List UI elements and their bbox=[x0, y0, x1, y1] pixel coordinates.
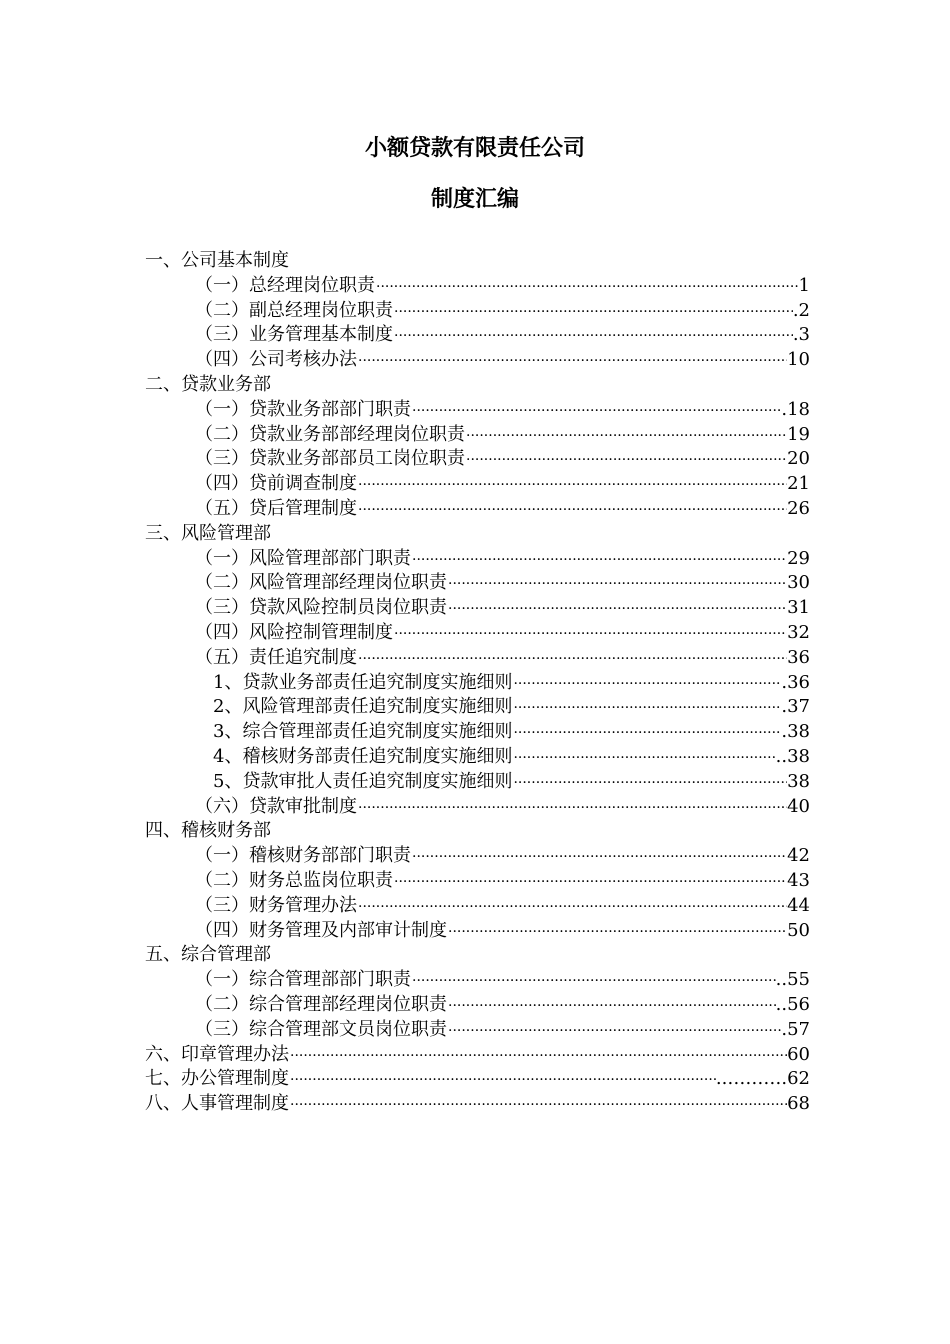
toc-entry-label: （三）业务管理基本制度 bbox=[195, 324, 393, 346]
toc-entry[interactable] bbox=[145, 497, 810, 522]
toc-entry-label: （三）贷款业务部部员工岗位职责 bbox=[195, 448, 465, 470]
toc-entry[interactable] bbox=[145, 844, 810, 869]
toc-page-number: .37 bbox=[781, 696, 810, 718]
toc-entry-label: （二）综合管理部经理岗位职责 bbox=[195, 993, 447, 1015]
toc-page-number: .2 bbox=[792, 299, 810, 321]
toc-dot-leader bbox=[357, 498, 787, 523]
toc-entry[interactable] bbox=[145, 423, 810, 448]
toc-dot-leader bbox=[357, 796, 787, 821]
toc-page-number: 26 bbox=[787, 497, 810, 519]
toc-page-number: 1 bbox=[798, 274, 810, 296]
toc-entry-label: 1、贷款业务部责任追究制度实施细则 bbox=[213, 671, 513, 693]
toc-section-heading[interactable] bbox=[145, 373, 810, 398]
table-of-contents bbox=[145, 249, 810, 1117]
toc-entry-label: （一）综合管理部部门职责 bbox=[195, 969, 411, 991]
toc-dot-leader bbox=[447, 597, 787, 622]
toc-dot-leader bbox=[447, 994, 776, 1019]
toc-section-heading[interactable] bbox=[145, 943, 810, 968]
toc-page-number: .57 bbox=[781, 1018, 810, 1040]
toc-dot-leader bbox=[512, 696, 781, 721]
toc-page-number: 10 bbox=[787, 349, 810, 371]
toc-entry-label: （四）财务管理及内部审计制度 bbox=[195, 919, 447, 941]
toc-dot-leader bbox=[393, 622, 787, 647]
toc-page-number: 40 bbox=[787, 795, 810, 817]
toc-entry[interactable] bbox=[145, 646, 810, 671]
toc-page-number: 36 bbox=[787, 646, 810, 668]
toc-dot-leader bbox=[375, 275, 799, 300]
toc-section-heading[interactable] bbox=[145, 1043, 810, 1068]
toc-page-number: .36 bbox=[781, 671, 810, 693]
toc-entry[interactable] bbox=[145, 274, 810, 299]
toc-entry[interactable] bbox=[145, 993, 810, 1018]
toc-entry-label: （六）贷款审批制度 bbox=[195, 795, 357, 817]
toc-entry-label: 二、贷款业务部 bbox=[145, 373, 271, 395]
toc-entry-label: （三）财务管理办法 bbox=[195, 894, 357, 916]
toc-page-number: 42 bbox=[787, 845, 810, 867]
toc-entry-label: （三）综合管理部文员岗位职责 bbox=[195, 1018, 447, 1040]
toc-page-number: .18 bbox=[781, 398, 810, 420]
toc-entry[interactable] bbox=[145, 919, 810, 944]
toc-entry-label: （二）贷款业务部部经理岗位职责 bbox=[195, 423, 465, 445]
toc-entry[interactable] bbox=[145, 1018, 810, 1043]
toc-dot-leader bbox=[512, 721, 781, 746]
toc-section-heading[interactable] bbox=[145, 1092, 810, 1117]
toc-dot-leader bbox=[357, 647, 787, 672]
toc-dot-leader bbox=[447, 920, 787, 945]
toc-dot-leader bbox=[411, 969, 776, 994]
toc-page-number: ..……….62 bbox=[715, 1068, 810, 1090]
toc-page-number: 29 bbox=[787, 547, 810, 569]
toc-section-heading[interactable] bbox=[145, 249, 810, 274]
toc-page-number: ..55 bbox=[775, 969, 810, 991]
toc-entry-label: （五）责任追究制度 bbox=[195, 646, 357, 668]
toc-dot-leader bbox=[447, 572, 787, 597]
toc-entry[interactable] bbox=[145, 894, 810, 919]
toc-page-number: 44 bbox=[787, 894, 810, 916]
toc-entry[interactable] bbox=[145, 720, 810, 745]
toc-entry-label: （四）风险控制管理制度 bbox=[195, 621, 393, 643]
toc-entry-label: 四、稽核财务部 bbox=[145, 820, 271, 842]
toc-entry-label: （五）贷后管理制度 bbox=[195, 497, 357, 519]
toc-dot-leader bbox=[289, 1093, 787, 1118]
toc-entry[interactable] bbox=[145, 398, 810, 423]
toc-entry-label: （一）贷款业务部部门职责 bbox=[195, 398, 411, 420]
toc-dot-leader bbox=[411, 845, 787, 870]
toc-entry[interactable] bbox=[145, 695, 810, 720]
toc-entry[interactable] bbox=[145, 795, 810, 820]
toc-dot-leader bbox=[289, 1044, 787, 1069]
toc-entry-label: 五、综合管理部 bbox=[145, 944, 271, 966]
toc-page-number: 19 bbox=[787, 423, 810, 445]
toc-page-number: 38 bbox=[787, 770, 810, 792]
toc-page-number: 31 bbox=[787, 597, 810, 619]
toc-dot-leader bbox=[357, 895, 787, 920]
toc-section-heading[interactable] bbox=[145, 522, 810, 547]
toc-dot-leader bbox=[411, 399, 781, 424]
toc-dot-leader bbox=[393, 324, 793, 349]
toc-entry[interactable] bbox=[145, 571, 810, 596]
toc-dot-leader bbox=[512, 672, 781, 697]
toc-entry[interactable] bbox=[145, 323, 810, 348]
toc-dot-leader bbox=[357, 473, 787, 498]
toc-entry-label: 七、办公管理制度 bbox=[145, 1068, 289, 1090]
toc-entry[interactable] bbox=[145, 671, 810, 696]
toc-entry-label: 2、风险管理部责任追究制度实施细则 bbox=[213, 696, 513, 718]
toc-page-number: ..38 bbox=[775, 745, 810, 767]
toc-dot-leader bbox=[289, 1068, 716, 1093]
toc-entry-label: （三）贷款风险控制员岗位职责 bbox=[195, 597, 447, 619]
toc-entry[interactable] bbox=[145, 447, 810, 472]
toc-dot-leader bbox=[393, 300, 793, 325]
toc-entry-label: （一）风险管理部部门职责 bbox=[195, 547, 411, 569]
toc-entry-label: （二）副总经理岗位职责 bbox=[195, 299, 393, 321]
toc-page-number: 50 bbox=[787, 919, 810, 941]
document-title: 小额贷款有限责任公司 bbox=[364, 136, 585, 161]
toc-entry[interactable] bbox=[145, 299, 810, 324]
toc-entry[interactable] bbox=[145, 596, 810, 621]
toc-dot-leader bbox=[465, 448, 787, 473]
toc-entry-label: （二）财务总监岗位职责 bbox=[195, 869, 393, 891]
toc-entry-label: （四）公司考核办法 bbox=[195, 349, 357, 371]
toc-entry[interactable] bbox=[145, 869, 810, 894]
toc-entry-label: （一）总经理岗位职责 bbox=[195, 274, 375, 296]
toc-page-number: 20 bbox=[787, 448, 810, 470]
toc-dot-leader bbox=[411, 548, 787, 573]
toc-entry[interactable] bbox=[145, 968, 810, 993]
toc-entry[interactable] bbox=[145, 770, 810, 795]
toc-entry-label: （四）贷前调查制度 bbox=[195, 473, 357, 495]
toc-entry-label: 六、印章管理办法 bbox=[145, 1043, 289, 1065]
toc-section-heading[interactable] bbox=[145, 819, 810, 844]
toc-dot-leader bbox=[357, 349, 787, 374]
document-subtitle: 制度汇编 bbox=[430, 187, 519, 212]
toc-dot-leader bbox=[512, 771, 787, 796]
toc-page-number: ..56 bbox=[775, 993, 810, 1015]
toc-entry[interactable] bbox=[145, 621, 810, 646]
toc-entry[interactable] bbox=[145, 348, 810, 373]
toc-entry-label: （一）稽核财务部部门职责 bbox=[195, 845, 411, 867]
toc-entry-label: （二）风险管理部经理岗位职责 bbox=[195, 572, 447, 594]
toc-page-number: 32 bbox=[787, 621, 810, 643]
toc-page-number: 21 bbox=[787, 473, 810, 495]
toc-section-heading[interactable] bbox=[145, 1067, 810, 1092]
toc-page-number: 43 bbox=[787, 869, 810, 891]
toc-entry-label: 5、贷款审批人责任追究制度实施细则 bbox=[213, 770, 513, 792]
toc-entry-label: 3、综合管理部责任追究制度实施细则 bbox=[213, 721, 513, 743]
toc-dot-leader bbox=[512, 746, 775, 771]
toc-dot-leader bbox=[447, 1019, 781, 1044]
toc-entry-label: 4、稽核财务部责任追究制度实施细则 bbox=[213, 745, 513, 767]
toc-page-number: .38 bbox=[781, 721, 810, 743]
toc-page-number: 30 bbox=[787, 572, 810, 594]
toc-dot-leader bbox=[465, 424, 787, 449]
toc-entry-label: 一、公司基本制度 bbox=[145, 250, 289, 271]
toc-page-number: .3 bbox=[792, 324, 810, 346]
toc-entry-label: 八、人事管理制度 bbox=[145, 1093, 289, 1115]
toc-entry[interactable] bbox=[145, 547, 810, 572]
toc-entry-label: 三、风险管理部 bbox=[145, 522, 271, 544]
toc-entry[interactable] bbox=[145, 745, 810, 770]
toc-entry[interactable] bbox=[145, 472, 810, 497]
toc-page-number: 68 bbox=[787, 1093, 810, 1115]
toc-dot-leader bbox=[393, 870, 787, 895]
toc-page-number: 60 bbox=[787, 1043, 810, 1065]
